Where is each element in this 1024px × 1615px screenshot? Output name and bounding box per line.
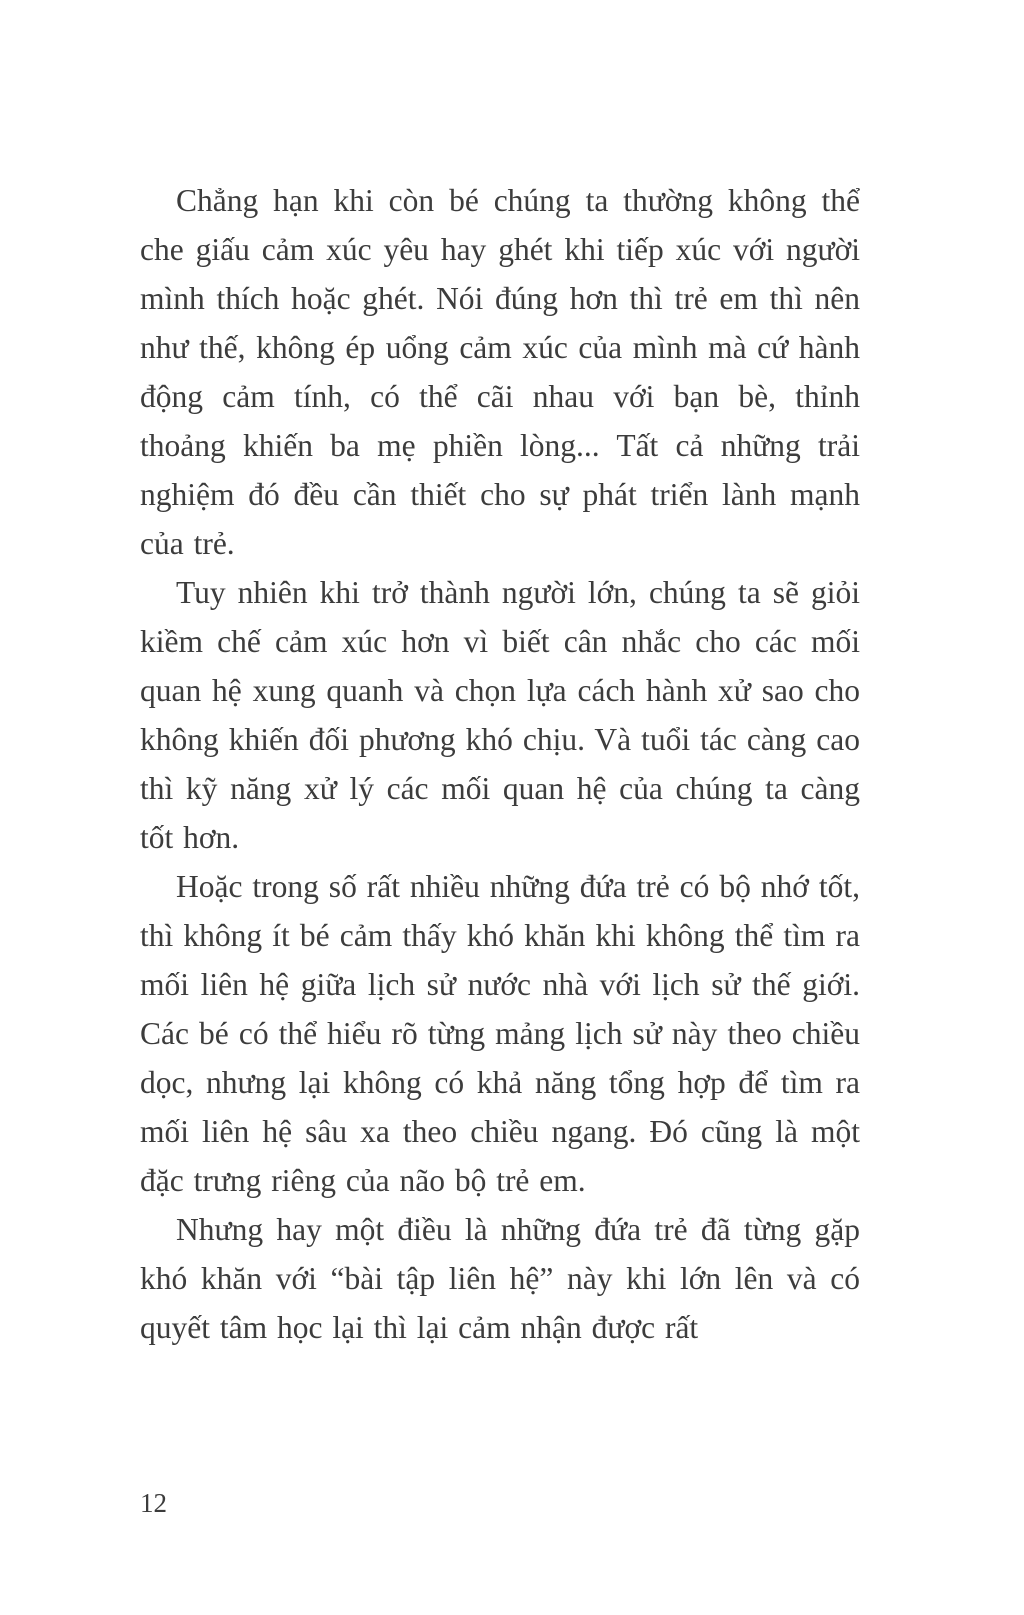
paragraph: Nhưng hay một điều là những đứa trẻ đã từng gặp khó khăn với “bài tập liên hệ” này khi lớn lên và có quyết tâm học lại thì lại cảm nhận được rất xyxy=(140,1212,860,1345)
page-number: 12 xyxy=(140,1488,167,1518)
paragraph: Hoặc trong số rất nhiều những đứa trẻ có bộ nhớ tốt, thì không ít bé cảm thấy khó khăn khi không thể tìm ra mối liên hệ giữa lịch sử nước nhà với lịch sử thế giới. Các bé có thể hiểu rõ từng mảng lịch sử này theo chiều dọc, nhưng lại không có khả năng tổng hợp để tìm ra mối liên hệ sâu xa theo chiều ngang. Đó cũng là một đặc trưng riêng của não bộ trẻ em. xyxy=(140,869,860,1198)
paragraph: Tuy nhiên khi trở thành người lớn, chúng ta sẽ giỏi kiềm chế cảm xúc hơn vì biết cân nhắc cho các mối quan hệ xung quanh và chọn lựa cách hành xử sao cho không khiến đối phương khó chịu. Và tuổi tác càng cao thì kỹ năng xử lý các mối quan hệ của chúng ta càng tốt hơn. xyxy=(140,575,860,855)
paragraph: Chẳng hạn khi còn bé chúng ta thường không thể che giấu cảm xúc yêu hay ghét khi tiếp xúc với người mình thích hoặc ghét. Nói đúng hơn thì trẻ em thì nên như thế, không ép uổng cảm xúc của mình mà cứ hành động cảm tính, có thể cãi nhau với bạn bè, thỉnh thoảng khiến ba mẹ phiền lòng... Tất cả những trải nghiệm đó đều cần thiết cho sự phát triển lành mạnh của trẻ. xyxy=(140,183,860,561)
